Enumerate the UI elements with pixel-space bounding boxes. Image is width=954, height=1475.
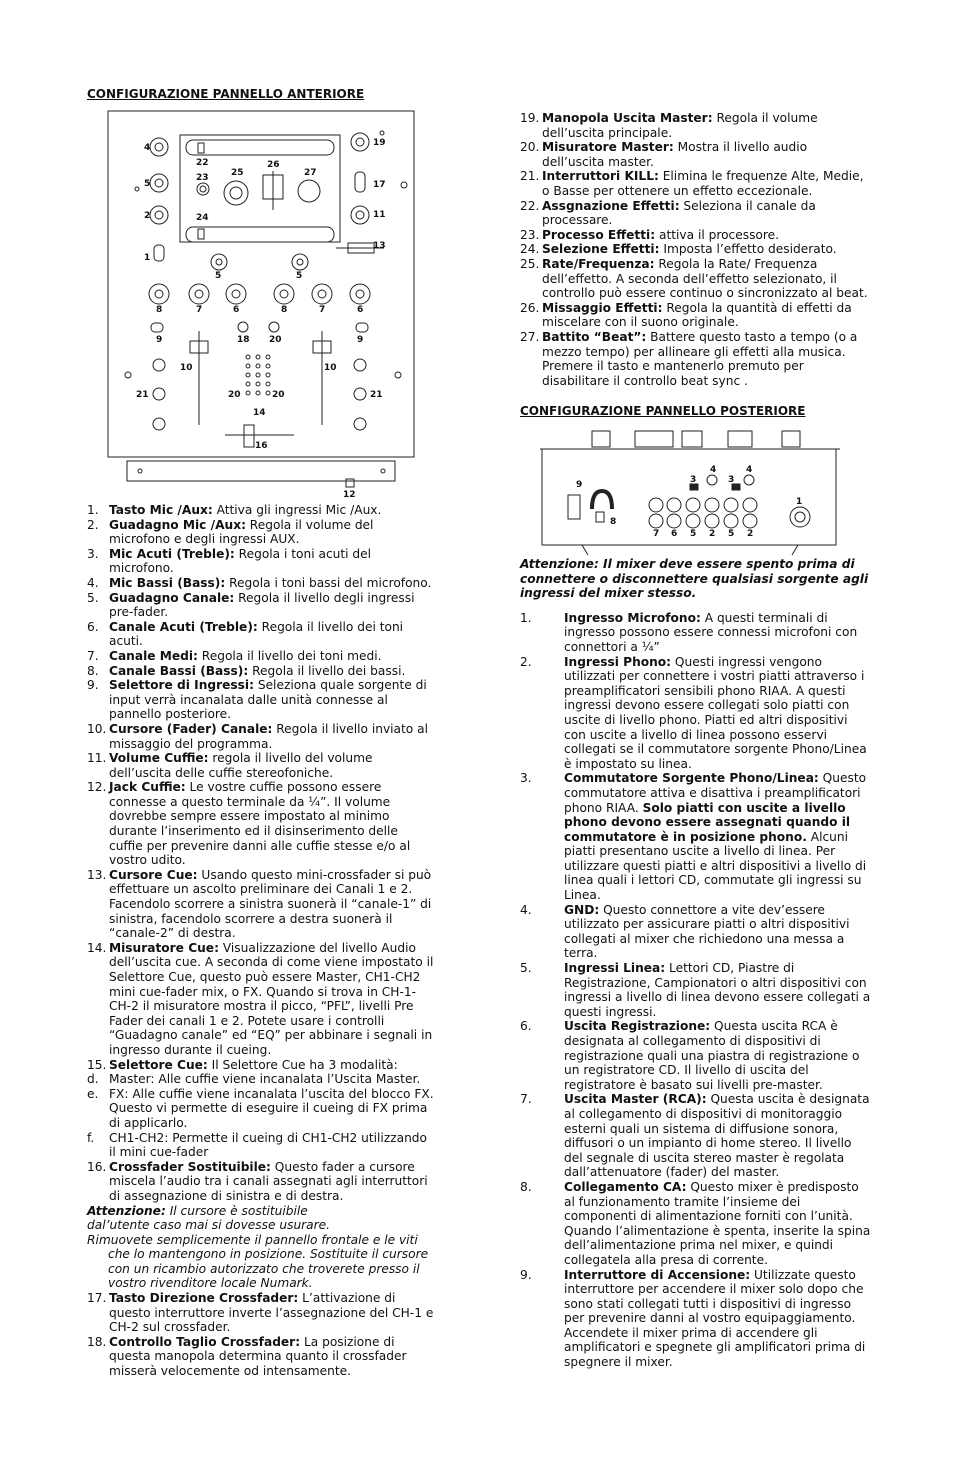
svg-text:7: 7 (653, 529, 660, 539)
item-description: regola il livello del volume dell’uscita delle cuffie stereofoniche. (109, 751, 373, 780)
item-description: Regola il volume del microfono e degli ingressi AUX. (109, 517, 374, 547)
svg-text:22: 22 (196, 158, 209, 168)
item-text (109, 576, 435, 591)
item-number: 17. (87, 1291, 107, 1306)
svg-text:2: 2 (709, 529, 716, 539)
item-description: Questi ingressi vengono utilizzati per connettere i vostri piatti attraverso i preamplificatori sensibili phono RIAA. A questi ingressi devono essere collegati solo piatti con uscite di livello phono. Piatti ed altri dispositivi con uscite a livello di linea possono esservi collegati se il commutatore sorgente Phono/Linea è impostato su linea. (564, 654, 867, 771)
item-number: 7. (520, 1092, 532, 1107)
rear-panel-diagram (540, 425, 840, 557)
item-number: 9. (520, 1267, 532, 1282)
item-number: 11. (87, 751, 107, 766)
item-text (542, 140, 870, 169)
item-label: Tasto Direzione Crossfader: (109, 1291, 299, 1306)
item-number: 27. (520, 329, 540, 344)
item-label: Ingresso Microfono: (564, 610, 701, 625)
item-text (542, 301, 870, 330)
item-label: Canale Medi: (109, 648, 198, 663)
svg-text:9: 9 (357, 335, 364, 345)
item-label: Interruttore di Accensione: (564, 1267, 751, 1282)
list-item (87, 868, 435, 941)
list-item (87, 518, 435, 547)
list-item (87, 1291, 435, 1335)
list-item (87, 503, 435, 518)
item-text (542, 257, 870, 301)
item-number: 22. (520, 198, 540, 213)
rear-items (520, 557, 872, 1370)
item-label: Selezione Effetti: (542, 242, 660, 257)
list-item (520, 169, 870, 198)
svg-text:20: 20 (269, 335, 282, 345)
item-text (564, 961, 872, 1019)
svg-text:5: 5 (215, 271, 222, 281)
item-text (109, 1160, 435, 1204)
item-number: 10. (87, 721, 107, 736)
item-number: 26. (520, 300, 540, 315)
list-item (87, 1072, 435, 1087)
rear-panel-section (520, 404, 865, 419)
svg-text:4: 4 (746, 465, 753, 475)
item-description: Seleziona il canale da processare. (542, 198, 816, 228)
item-number: 20. (520, 140, 540, 155)
item-text (542, 242, 870, 257)
list-item (520, 1092, 872, 1180)
front-heading: CONFIGURAZIONE PANNELLO ANTERIORE (87, 87, 365, 101)
item-label: Rate/Frequenza: (542, 256, 655, 271)
list-item (87, 751, 435, 780)
item-label: Canale Bassi (Bass): (109, 663, 249, 678)
item-number: 19. (520, 111, 540, 125)
item-label: Manopola Uscita Master: (542, 111, 713, 125)
item-number: 6. (87, 619, 99, 634)
svg-text:23: 23 (196, 173, 209, 183)
item-text (564, 1180, 872, 1268)
svg-text:3: 3 (728, 475, 735, 485)
list-item (520, 228, 870, 243)
list-item (87, 620, 435, 649)
item-label: Processo Effetti: (542, 227, 656, 242)
item-label: Commutatore Sorgente Phono/Linea: (564, 771, 819, 786)
item-emphasis: Solo piatti con uscite a livello phono devono essere assegnati quando il commutatore è in posizione phono. (564, 800, 851, 844)
item-description: Battere questo tasto a tempo (o a mezzo tempo) per allineare gli effetti alla musica. Premere il tasto e mantenerlo premuto per disabilitare il controllo beat sync . (542, 329, 858, 388)
item-description: Imposta l’effetto desiderato. (659, 242, 837, 257)
item-label: Crossfader Sostituibile: (109, 1159, 271, 1174)
svg-text:9: 9 (156, 335, 163, 345)
svg-text:21: 21 (370, 390, 383, 400)
item-description: Il Selettore Cue ha 3 modalità: (207, 1057, 398, 1072)
list-item (520, 301, 870, 330)
item-description: Regola i toni bassi del microfono. (225, 575, 432, 590)
front-warning-label: Attenzione: (87, 1203, 166, 1218)
item-number: 13. (87, 867, 107, 882)
list-item (520, 199, 870, 228)
list-item (87, 1131, 435, 1160)
svg-text:26: 26 (267, 160, 280, 170)
svg-text:5: 5 (728, 529, 735, 539)
item-text (109, 780, 435, 868)
item-label: Mic Bassi (Bass): (109, 575, 226, 590)
svg-text:20: 20 (272, 390, 285, 400)
svg-text:21: 21 (136, 390, 149, 400)
item-description: Regola i toni acuti del microfono. (109, 546, 372, 576)
item-text (109, 722, 435, 751)
svg-text:6: 6 (357, 305, 364, 315)
item-number: 23. (520, 227, 540, 242)
item-number: 8. (87, 663, 99, 678)
item-label: Interruttori KILL: (542, 169, 659, 184)
svg-text:1: 1 (144, 253, 151, 263)
item-description: Regola la quantità di effetti da miscelare con il suono originale. (542, 300, 852, 330)
rear-warning: Attenzione: Il mixer deve essere spento prima di connettere o disconnettere qualsiasi sorgente agli ingressi del mixer stesso. (520, 557, 869, 601)
item-description: La posizione di questa manopola determina quanto il crossfader misserà velocemente od intensamente. (109, 1334, 407, 1379)
list-item (520, 961, 872, 1019)
item-number: 21. (520, 169, 540, 184)
list-item (520, 1019, 872, 1092)
svg-text:3: 3 (690, 475, 697, 485)
item-description: Mostra il livello audio dell’uscita master. (542, 140, 808, 169)
list-item (87, 1160, 435, 1204)
item-description: L’attivazione di questo interruttore inverte l’assegnazione del CH-1 e CH-2 sul crossfader. (109, 1291, 434, 1335)
item-text (109, 941, 435, 1058)
item-label: Cursore Cue: (109, 867, 198, 882)
item-number: 8. (520, 1179, 532, 1194)
item-number: 25. (520, 256, 540, 271)
svg-text:5: 5 (296, 271, 303, 281)
item-number: 6. (520, 1019, 532, 1034)
list-item (520, 330, 870, 388)
item-label: Guadagno Canale: (109, 590, 235, 605)
item-text (109, 649, 435, 664)
item-description: Utilizzate questo interruttore per accendere il mixer solo dopo che sono stati collegati tutti i dispositivi di ingresso per prevenire danni al vostro equipaggiamento. Accendete il mixer prima di accendere gli amplificatori e spegnete gli amplificatori prima di spegnere il mixer. (564, 1267, 866, 1370)
item-text (109, 1087, 435, 1131)
item-number: f. (87, 1130, 95, 1145)
item-description: Regola il livello dei toni medi. (197, 648, 382, 663)
item-text (109, 1058, 435, 1073)
item-text (109, 1335, 435, 1379)
item-number: 5. (87, 590, 99, 605)
item-number: 4. (520, 902, 532, 917)
item-text (564, 903, 872, 961)
front-panel-diagram (100, 105, 425, 500)
item-text (109, 518, 435, 547)
item-description: Questo commutatore attiva e disattiva i preamplificatori phono RIAA. (564, 771, 867, 815)
svg-text:10: 10 (324, 363, 337, 373)
svg-text:8: 8 (281, 305, 288, 315)
front-panel-section (87, 87, 432, 102)
svg-text:8: 8 (156, 305, 163, 315)
item-number: 15. (87, 1057, 107, 1072)
list-item (87, 1087, 435, 1131)
item-label: Guadagno Mic /Aux: (109, 517, 246, 532)
item-description: Attiva gli ingressi Mic /Aux. (212, 503, 382, 517)
item-description: Regola il livello dei bassi. (248, 663, 406, 678)
svg-text:6: 6 (233, 305, 240, 315)
rear-heading: CONFIGURAZIONE PANNELLO POSTERIORE (520, 404, 806, 418)
svg-text:27: 27 (304, 168, 317, 178)
item-text (109, 1131, 435, 1160)
item-label: Collegamento CA: (564, 1179, 687, 1194)
svg-text:20: 20 (228, 390, 241, 400)
svg-text:12: 12 (343, 490, 356, 500)
item-text (542, 111, 870, 140)
svg-text:13: 13 (373, 241, 386, 251)
svg-text:6: 6 (671, 529, 678, 539)
item-description: Questo connettore a vite dev’essere utilizzato per assicurare piatti o altri dispositivi collegati al mixer che richiedono una messa a terra. (564, 902, 850, 961)
item-text (564, 655, 872, 772)
list-item (87, 1058, 435, 1073)
item-text (564, 1019, 872, 1092)
list-item (87, 649, 435, 664)
item-description: Master: Alle cuffie viene incanalata l’Uscita Master. (109, 1072, 421, 1087)
item-label: Assgnazione Effetti: (542, 198, 680, 213)
item-description: Seleziona quale sorgente di input verrà incanalata dalle unità connesse al pannello posteriore. (109, 678, 427, 722)
item-number: 3. (520, 771, 532, 786)
item-text (542, 330, 870, 388)
svg-text:17: 17 (373, 180, 386, 190)
item-description: Questo mixer è predisposto al funzionamento tramite l’insieme dei componenti di alimentazione forniti con l’unità. Quando l’alimentazione è spenta, inserite la spina dell’alimentazione prima nel mixer, e quindi collegatela alla presa di corrente. (564, 1179, 871, 1267)
svg-text:24: 24 (196, 213, 209, 223)
item-text (564, 1268, 872, 1370)
svg-text:8: 8 (610, 517, 617, 527)
item-label: Battito “Beat”: (542, 329, 647, 344)
item-text (564, 611, 872, 655)
svg-text:5: 5 (690, 529, 697, 539)
item-description: Elimina le frequenze Alte, Medie, o Basse per ottenere un effetto eccezionale. (542, 169, 864, 198)
svg-text:1: 1 (796, 497, 803, 507)
item-number: d. (87, 1072, 99, 1087)
list-item (87, 722, 435, 751)
list-item (87, 547, 435, 576)
item-text (109, 678, 435, 722)
svg-text:4: 4 (710, 465, 717, 475)
item-number: 2. (87, 517, 99, 532)
item-description: Regola il volume dell’uscita principale. (542, 111, 818, 140)
list-item (520, 655, 872, 772)
item-description: Questa uscita RCA è designata al collegamento di dispositivi di registrazione quali una piastra di registrazione o un registratore CD. Il livello di uscita del registratore è basato sui livelli pre-master. (564, 1019, 860, 1092)
item-number: e. (87, 1086, 99, 1101)
item-description: Usando questo mini-crossfader si può effettuare un ascolto preliminare dei Canali 1 e 2. Facendolo scorrere a sinistra suonerà il “canale-1” di sinistra, facendolo scorrere a destra suonerà il “canale-2” di destra. (109, 867, 432, 941)
front-items (87, 503, 435, 1379)
item-text (109, 547, 435, 576)
list-item (520, 242, 870, 257)
item-number: 5. (520, 961, 532, 976)
item-label: Missaggio Effetti: (542, 300, 663, 315)
item-number: 16. (87, 1159, 107, 1174)
svg-text:9: 9 (576, 480, 583, 490)
item-text (542, 228, 870, 243)
item-label: Selettore di Ingressi: (109, 678, 254, 693)
item-description: FX: Alle cuffie viene incanalata l’uscita del blocco FX. Questo vi permette di eseguire il cueing di FX prima di applicarlo. (109, 1086, 434, 1130)
item-number: 12. (87, 780, 107, 795)
item-description: Regola il livello inviato al missaggio del programma. (109, 721, 428, 751)
item-label: Selettore Cue: (109, 1057, 208, 1072)
svg-text:10: 10 (180, 363, 193, 373)
item-label: Misuratore Master: (542, 140, 674, 155)
item-text (109, 620, 435, 649)
list-item (520, 111, 870, 140)
list-item (87, 941, 435, 1058)
item-number: 7. (87, 648, 99, 663)
item-description: Regola la Rate/ Frequenza dell’effetto. A seconda dell’effetto selezionato, il controllo può essere continuo o sincronizzato al beat. (542, 256, 868, 301)
svg-text:25: 25 (231, 168, 244, 178)
item-number: 3. (87, 546, 99, 561)
svg-text:14: 14 (253, 408, 266, 418)
item-text (109, 664, 435, 679)
item-number: 18. (87, 1334, 107, 1349)
list-item (520, 903, 872, 961)
svg-text:5: 5 (144, 179, 151, 189)
list-item (87, 780, 435, 868)
item-description: Questa uscita è designata al collegamento di dispositivi di monitoraggio esterni quali un sistema di diffusione sonora, diffusori o un impianto di home stereo. Il livello del segnale di uscita stereo master è regolata dall’attenuatore (fader) del master. (564, 1092, 870, 1180)
list-item (520, 611, 872, 655)
item-label: Ingressi Phono: (564, 654, 672, 669)
svg-text:18: 18 (237, 335, 250, 345)
front-items-continued (520, 111, 870, 388)
svg-text:7: 7 (196, 305, 203, 315)
svg-text:7: 7 (319, 305, 326, 315)
list-item (87, 664, 435, 679)
item-label: Controllo Taglio Crossfader: (109, 1334, 301, 1349)
front-callouts (136, 138, 386, 500)
item-label: GND: (564, 902, 600, 917)
svg-text:19: 19 (373, 138, 386, 148)
item-number: 9. (87, 678, 99, 693)
item-number: 24. (520, 242, 540, 257)
item-label: Ingressi Linea: (564, 961, 666, 976)
list-item (87, 591, 435, 620)
item-number: 4. (87, 575, 99, 590)
item-text (109, 1291, 435, 1335)
item-text (109, 868, 435, 941)
list-item (520, 771, 872, 902)
item-number: 14. (87, 940, 107, 955)
item-description: Visualizzazione del livello Audio dell’uscita cue. A seconda di come viene impostato il Selettore Cue, questo può essere Master, CH1-CH2 mini cue-fader mix, o FX. Quando si trova in CH-1-CH-2 il misuratore mostra il picco, “PFL”, livelli Pre Fader dei canali 1 e 2. Potete usare i controlli “Guadagno canale” ed “EQ” per abbinare i segnali in ingresso durante il cueing. (109, 940, 434, 1057)
item-text (542, 199, 870, 228)
list-item (520, 1180, 872, 1268)
list-item (520, 140, 870, 169)
item-number: 1. (520, 610, 532, 625)
svg-text:4: 4 (144, 143, 151, 153)
item-label: Canale Acuti (Treble): (109, 619, 258, 634)
item-description: Regola il livello dei toni acuti. (109, 619, 404, 649)
item-text (109, 751, 435, 780)
item-text (109, 503, 435, 518)
item-description: attiva il processore. (655, 227, 780, 242)
list-item (87, 576, 435, 591)
front-warning: Attenzione: Il cursore è sostituibile dal’utente caso mai si dovesse usurare. Rimuovete semplicemente il pannello frontale e le viti che lo mantengono in posizione. Sostituite il cursore con un ricambio autorizzato che troverete presso il vostro rivenditore locale Numark. (87, 1203, 429, 1291)
item-text (109, 1072, 435, 1087)
svg-text:16: 16 (255, 441, 268, 451)
item-description-2: Alcuni piatti presentano uscite a livello di linea. Per utilizzare questi piatti e altri dispositivi a livello di linea quali i lettori CD, commutate gli ingressi su Linea. (564, 829, 867, 903)
svg-text:11: 11 (373, 210, 386, 220)
item-label: Jack Cuffie: (109, 780, 186, 795)
item-label: Volume Cuffie: (109, 751, 209, 766)
item-text (542, 169, 870, 198)
item-label: Misuratore Cue: (109, 940, 219, 955)
item-label: Mic Acuti (Treble): (109, 546, 235, 561)
svg-text:2: 2 (144, 211, 151, 221)
item-label: Cursore (Fader) Canale: (109, 721, 273, 736)
item-description: Lettori CD, Piastre di Registrazione, Campionatori o altri dispositivi con ingressi a livello di linea devono essere collegati a questi ingressi. (564, 961, 871, 1019)
list-item (87, 1335, 435, 1379)
item-label: Uscita Master (RCA): (564, 1092, 707, 1107)
item-text (564, 1092, 872, 1180)
item-description: A questi terminali di ingresso possono essere connessi microfoni con connettori a ¼” (564, 610, 858, 654)
item-text (564, 771, 872, 902)
item-number: 1. (87, 503, 99, 517)
item-description: Regola il livello degli ingressi pre-fader. (109, 590, 415, 620)
svg-text:2: 2 (747, 529, 754, 539)
item-text (109, 591, 435, 620)
item-description: CH1-CH2: Permette il cueing di CH1-CH2 utilizzando il mini cue-fader (109, 1130, 427, 1160)
item-label: Uscita Registrazione: (564, 1019, 711, 1034)
item-label: Tasto Mic /Aux: (109, 503, 213, 517)
item-description: Questo fader a cursore miscela l’audio tra i canali assegnati agli interruttori di assegnazione di sinistra e di destra. (109, 1159, 428, 1203)
item-number: 2. (520, 654, 532, 669)
list-item (520, 257, 870, 301)
list-item (87, 678, 435, 722)
item-description: Le vostre cuffie possono essere connesse a questo terminale da ¼”. Il volume dovrebbe sempre essere impostato al minimo durante l’inserimento ed il disinserimento delle cuffie per prevenire danni alle cuffie stesse e/o al vostro udito. (109, 780, 411, 868)
list-item (520, 1268, 872, 1370)
